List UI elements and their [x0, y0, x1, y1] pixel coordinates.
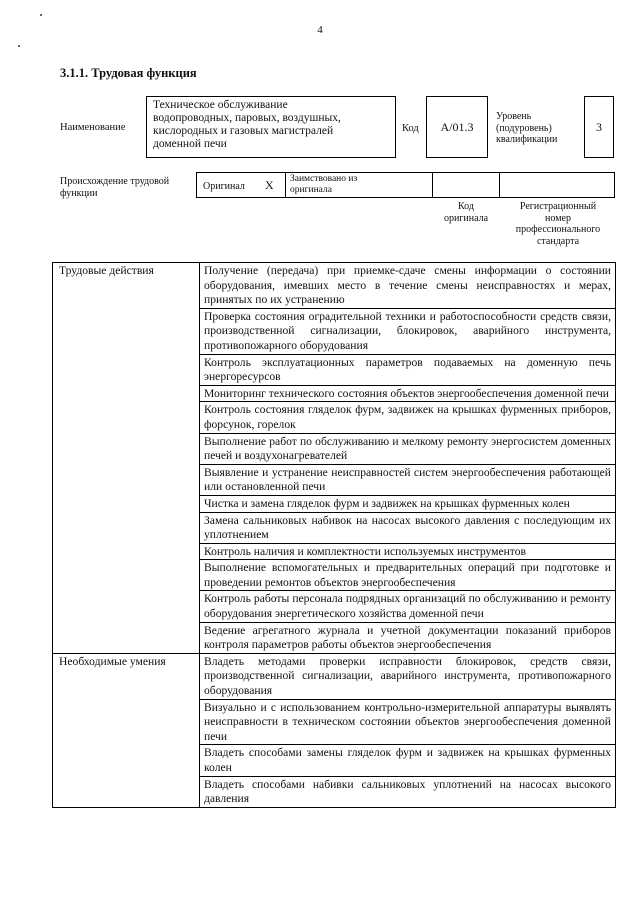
- table-cell: Контроль наличия и комплектности используемых инструментов: [200, 543, 616, 560]
- caption-line: оригинала: [443, 212, 489, 224]
- level-value: 3: [596, 119, 602, 134]
- table-row: [53, 653, 616, 699]
- level-label-line: квалификации: [496, 134, 558, 145]
- caption-line: профессионального: [515, 224, 601, 235]
- function-name-line: доменной печи: [153, 138, 227, 150]
- function-name-box: [146, 96, 396, 158]
- table-row: [53, 263, 616, 309]
- category-cell: Трудовые действия: [53, 263, 200, 654]
- code-label: Код: [402, 123, 419, 134]
- function-name-line: кислородных и газовых магистралей: [153, 125, 334, 137]
- reg-number-caption: [500, 201, 616, 247]
- code-value: А/01.3: [440, 119, 474, 134]
- caption-line: Регистрационный: [519, 201, 597, 212]
- function-name-line: водопроводных, паровых, воздушных,: [153, 112, 341, 124]
- original-cell: [196, 172, 286, 198]
- scan-speck: [40, 14, 42, 16]
- table-cell: Ведение агрегатного журнала и учетной документации показаний приборов контроля параметров работы объектов энергообеспечения: [200, 622, 616, 653]
- table-cell: Визуально и с использованием контрольно-измерительной аппаратуры выявлять неисправности в техническом состоянии объектов энергообеспечения доменной печи: [200, 699, 616, 745]
- origin-code-caption: [432, 201, 500, 224]
- table-cell: Владеть способами замены гляделок фурм и задвижек на крышках фурменных колен: [200, 745, 616, 776]
- level-label-line: Уровень: [496, 111, 532, 122]
- level-value-box: [584, 96, 614, 158]
- origin-label-line: Происхождение трудовой: [60, 176, 170, 187]
- table-cell: Владеть способами набивки сальниковых уплотнений на насосах высокого давления: [200, 776, 616, 807]
- table-cell: Чистка и замена гляделок фурм и задвижек на крышках фурменных колен: [200, 495, 616, 512]
- borrowed-label-line: Заимствовано из: [290, 174, 358, 184]
- page-number: 4: [317, 24, 323, 36]
- table-cell: Владеть методами проверки исправности блокировок, средств связи, производственной сигнализации, аварийного инструмента, противопожарного оборудования: [200, 653, 616, 699]
- table-cell: Выполнение работ по обслуживанию и мелкому ремонту энергосистем доменных печей и воздухонагревателей: [200, 433, 616, 464]
- caption-line: стандарта: [536, 235, 580, 247]
- name-label: Наименование: [60, 122, 126, 133]
- borrowed-cell: [285, 172, 433, 198]
- origin-label: [60, 176, 169, 199]
- table-cell: Контроль состояния гляделок фурм, задвижек на крышках фурменных приборов, форсунок, горелок: [200, 402, 616, 433]
- table-cell: Получение (передача) при приемке-сдаче смены информации о состоянии оборудования, имевших место в течение смены неисправностях и мерах, принятых по их устранению: [200, 263, 616, 309]
- category-cell: Необходимые умения: [53, 653, 200, 807]
- origin-label-line: функции: [60, 187, 98, 199]
- original-label: Оригинал: [203, 181, 245, 192]
- borrowed-label-line: оригинала: [290, 184, 332, 195]
- origin-code-cell: [432, 172, 500, 198]
- table-cell: Контроль эксплуатационных параметров подаваемых на доменную печь энергоресурсов: [200, 354, 616, 385]
- labor-function-table: [52, 262, 616, 808]
- level-label: [496, 111, 557, 146]
- code-value-box: [426, 96, 488, 158]
- function-name-line: Техническое обслуживание: [153, 99, 288, 111]
- table-cell: Контроль работы персонала подрядных организаций по обслуживанию и ремонту оборудования энергетического хозяйства доменной печи: [200, 591, 616, 622]
- scan-speck: [18, 45, 20, 47]
- level-label-line: (подуровень): [496, 122, 552, 134]
- table-cell: Замена сальниковых набивок на насосах высокого давления с последующим их уплотнением: [200, 512, 616, 543]
- table-cell: Выявление и устранение неисправностей систем энергообеспечения работающей или остановленной печи: [200, 464, 616, 495]
- table-cell: Проверка состояния оградительной техники и работоспособности средств связи, производственной сигнализации, блокировок, аварийного инструмента, противопожарного оборудования: [200, 308, 616, 354]
- caption-line: Код: [458, 201, 474, 212]
- original-mark: X: [265, 178, 274, 192]
- section-heading: 3.1.1. Трудовая функция: [60, 66, 197, 80]
- reg-number-cell: [499, 172, 615, 198]
- table-cell: Мониторинг технического состояния объектов энергообеспечения доменной печи: [200, 385, 616, 402]
- table-cell: Выполнение вспомогательных и предварительных операций при подготовке и проведении ремонтов объектов энергообеспечения: [200, 560, 616, 591]
- caption-line: номер: [545, 212, 571, 224]
